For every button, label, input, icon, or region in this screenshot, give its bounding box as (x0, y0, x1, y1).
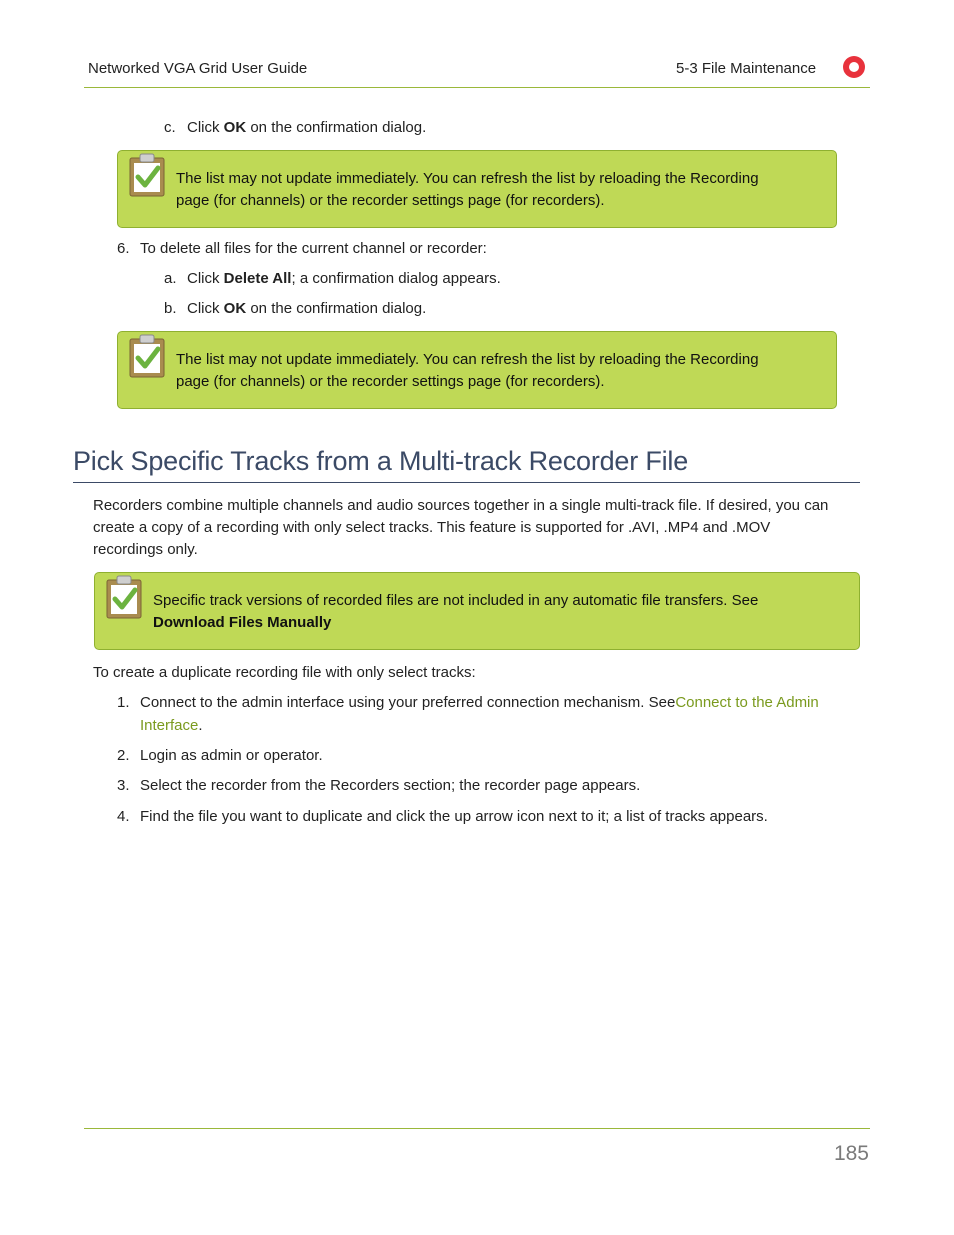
clipboard-check-icon (128, 152, 166, 198)
section-title: 5-3 File Maintenance (676, 60, 817, 77)
list-marker: c. (164, 119, 176, 136)
connect-admin-link[interactable]: Connect to the Admin (675, 694, 819, 711)
clipboard-check-icon (105, 574, 143, 620)
connect-admin-link[interactable]: Interface (140, 717, 199, 734)
list-marker: a. (164, 270, 177, 287)
note-text: The list may not update immediately. You can refresh the list by reloading the Recording (176, 170, 759, 187)
list-marker: 3. (117, 777, 130, 794)
intro-text: Recorders combine multiple channels and audio sources together in a single multi-track file. If desired, you can (93, 497, 829, 514)
step-c-text: Click OK on the confirmation dialog. (187, 119, 427, 136)
list-marker: 6. (117, 240, 130, 257)
note-box (117, 150, 837, 228)
step-1-text-cont: Interface. (140, 717, 203, 734)
step-1-text: Connect to the admin interface using your preferred connection mechanism. SeeConnect to the Admin (140, 694, 819, 711)
page-number: 185 (833, 1142, 869, 1165)
doc-title: Networked VGA Grid User Guide (88, 60, 308, 77)
step-2-text: Login as admin or operator. (140, 747, 323, 764)
note-box (94, 572, 860, 650)
download-files-manually-link[interactable]: Download Files Manually (153, 614, 332, 631)
step-6b-text: Click OK on the confirmation dialog. (187, 300, 427, 317)
note-box (117, 331, 837, 409)
note-text: page (for channels) or the recorder settings page (for recorders). (176, 192, 605, 209)
heading-rule (73, 482, 860, 483)
step-3-text: Select the recorder from the Recorders section; the recorder page appears. (140, 777, 641, 794)
section-heading: Pick Specific Tracks from a Multi-track Recorder File (73, 446, 689, 476)
step-6a-text: Click Delete All; a confirmation dialog appears. (187, 270, 501, 287)
lead-in-text: To create a duplicate recording file with only select tracks: (93, 664, 476, 681)
note-text: page (for channels) or the recorder settings page (for recorders). (176, 373, 605, 390)
note-text: Specific track versions of recorded files are not included in any automatic file transfers. See (153, 592, 759, 609)
list-marker: 4. (117, 808, 130, 825)
intro-text: create a copy of a recording with only select tracks. This feature is supported for .AVI, .MP4 and .MOV (93, 519, 771, 536)
header-rule (84, 87, 870, 88)
record-icon (843, 56, 865, 78)
footer-rule (84, 1128, 870, 1129)
list-marker: 1. (117, 694, 130, 711)
note-text: The list may not update immediately. You can refresh the list by reloading the Recording (176, 351, 759, 368)
list-marker: b. (164, 300, 177, 317)
intro-text: recordings only. (93, 541, 198, 558)
clipboard-check-icon (128, 333, 166, 379)
step-6-text: To delete all files for the current channel or recorder: (140, 240, 487, 257)
list-marker: 2. (117, 747, 130, 764)
step-4-text: Find the file you want to duplicate and click the up arrow icon next to it; a list of tracks appears. (140, 808, 768, 825)
